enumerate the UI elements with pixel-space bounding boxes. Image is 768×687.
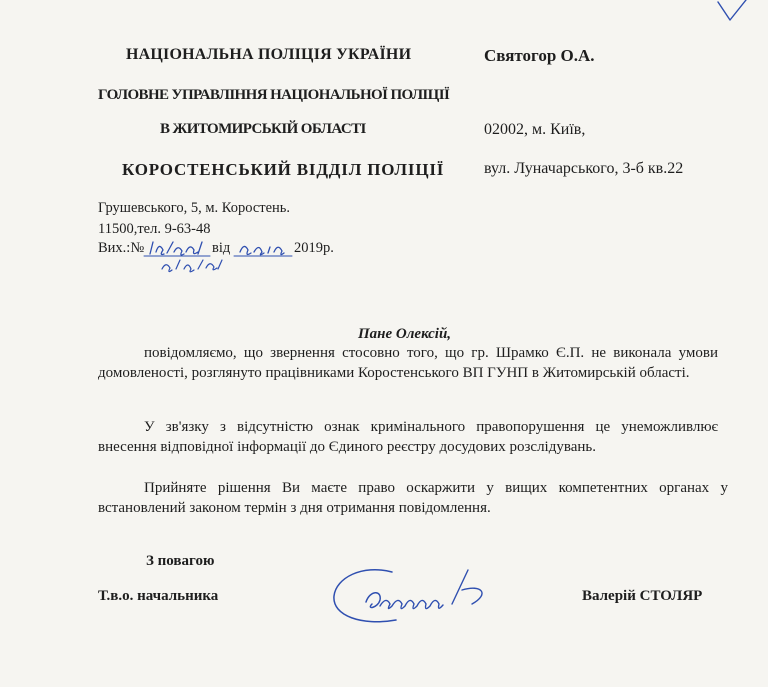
header-line-2: ГОЛОВНЕ УПРАВЛІННЯ НАЦІОНАЛЬНОЇ ПОЛІЦІЇ [98, 87, 450, 103]
signer-position: Т.в.о. начальника [98, 588, 219, 604]
sender-phone: 11500,тел. 9-63-48 [98, 221, 211, 237]
recipient-name: Святогор О.А. [484, 46, 595, 65]
handwritten-outgoing-number [140, 236, 300, 274]
outgoing-prefix: Вих.:№ [98, 240, 145, 256]
header-line-3: В ЖИТОМИРСЬКІЙ ОБЛАСТІ [160, 121, 366, 137]
closing: З повагою [146, 553, 215, 569]
paragraph-3: Прийняте рішення Ви маєте право оскаржити у вищих компетентних органах у встановлений законом термін з дня отримання повідомлення. [98, 480, 728, 516]
header-line-4: КОРОСТЕНСЬКИЙ ВІДДІЛ ПОЛІЦІЇ [122, 160, 445, 179]
sender-address: Грушевського, 5, м. Коростень. [98, 200, 291, 216]
outgoing-date-label: від [212, 240, 231, 256]
salutation: Пане Олексій, [358, 326, 452, 342]
paragraph-2: У зв'язку з відсутністю ознак кримінального правопорушення це унеможливлює внесення відповідної інформації до Єдиного реєстру досудових розслідувань. [98, 419, 718, 455]
handwritten-signature [322, 560, 502, 634]
checkmark-icon [712, 0, 752, 24]
outgoing-year: 2019р. [294, 240, 334, 256]
recipient-city: 02002, м. Київ, [484, 121, 586, 138]
paragraph-1: повідомляємо, що звернення стосовно того, що гр. Шрамко Є.П. не виконала умови домовленості, розглянуто працівниками Коростенського ВП ГУНП в Житомирській області. [98, 345, 718, 381]
signer-name: Валерій СТОЛЯР [582, 588, 703, 604]
header-line-1: НАЦІОНАЛЬНА ПОЛІЦІЯ УКРАЇНИ [126, 46, 412, 63]
recipient-street: вул. Луначарського, 3-б кв.22 [484, 160, 684, 177]
